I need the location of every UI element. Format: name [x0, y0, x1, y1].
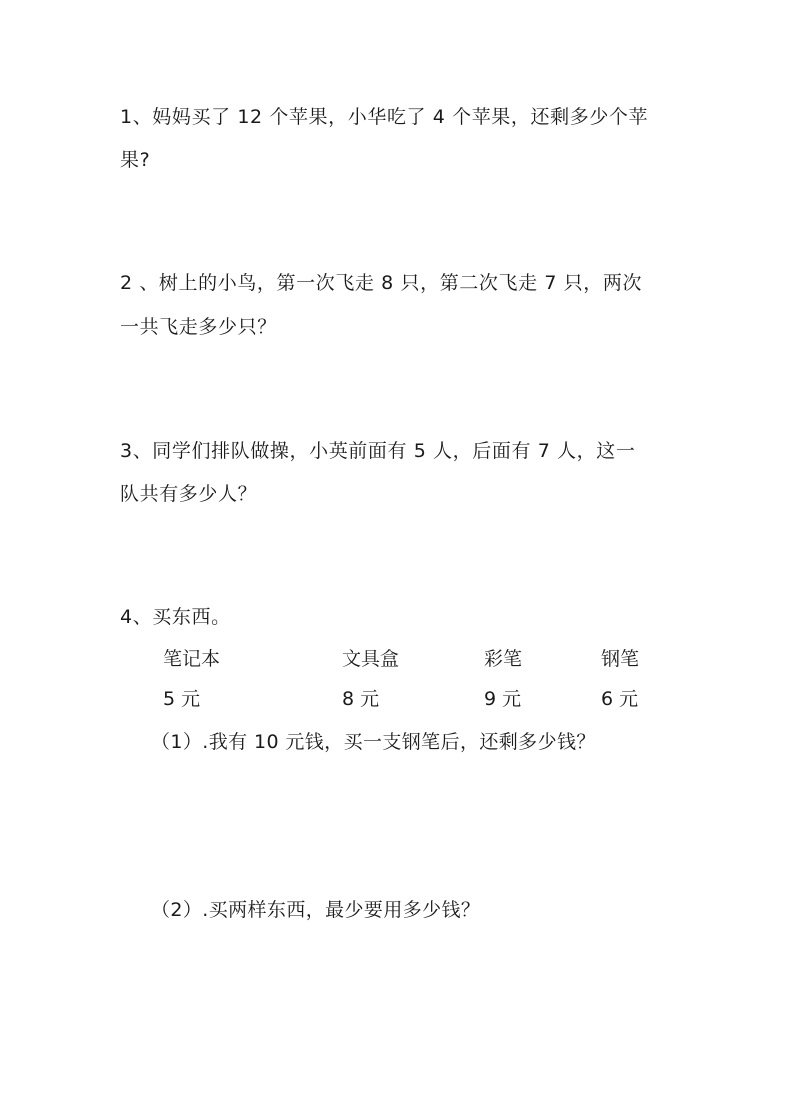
- question-2-line-1: 2 、树上的小鸟，第一次飞走 8 只，第二次飞走 7 只，两次: [120, 272, 643, 294]
- question-1-line-2: 果?: [120, 149, 151, 171]
- item-name-color-pens: 彩笔: [484, 648, 523, 670]
- item-price-notebook: 5 元: [163, 688, 201, 710]
- question-3-line-1: 3、同学们排队做操，小英前面有 5 人，后面有 7 人，这一: [120, 440, 636, 462]
- item-name-notebook: 笔记本: [163, 648, 221, 670]
- item-price-pencil-case: 8 元: [342, 688, 380, 710]
- question-4-sub-1: （1）.我有 10 元钱，买一支钢笔后，还剩多少钱？: [151, 731, 596, 753]
- item-name-fountain-pen: 钢笔: [601, 648, 640, 670]
- item-name-pencil-case: 文具盒: [342, 648, 400, 670]
- question-4-title: 4、买东西。: [120, 606, 231, 628]
- question-1-line-1: 1、妈妈买了 12 个苹果，小华吃了 4 个苹果，还剩多少个苹: [120, 106, 649, 128]
- question-2-line-2: 一共飞走多少只？: [120, 316, 277, 338]
- question-4-sub-2: （2）.买两样东西，最少要用多少钱？: [151, 899, 481, 921]
- item-price-fountain-pen: 6 元: [601, 688, 639, 710]
- question-3-line-2: 队共有多少人？: [120, 483, 258, 505]
- item-price-color-pens: 9 元: [484, 688, 522, 710]
